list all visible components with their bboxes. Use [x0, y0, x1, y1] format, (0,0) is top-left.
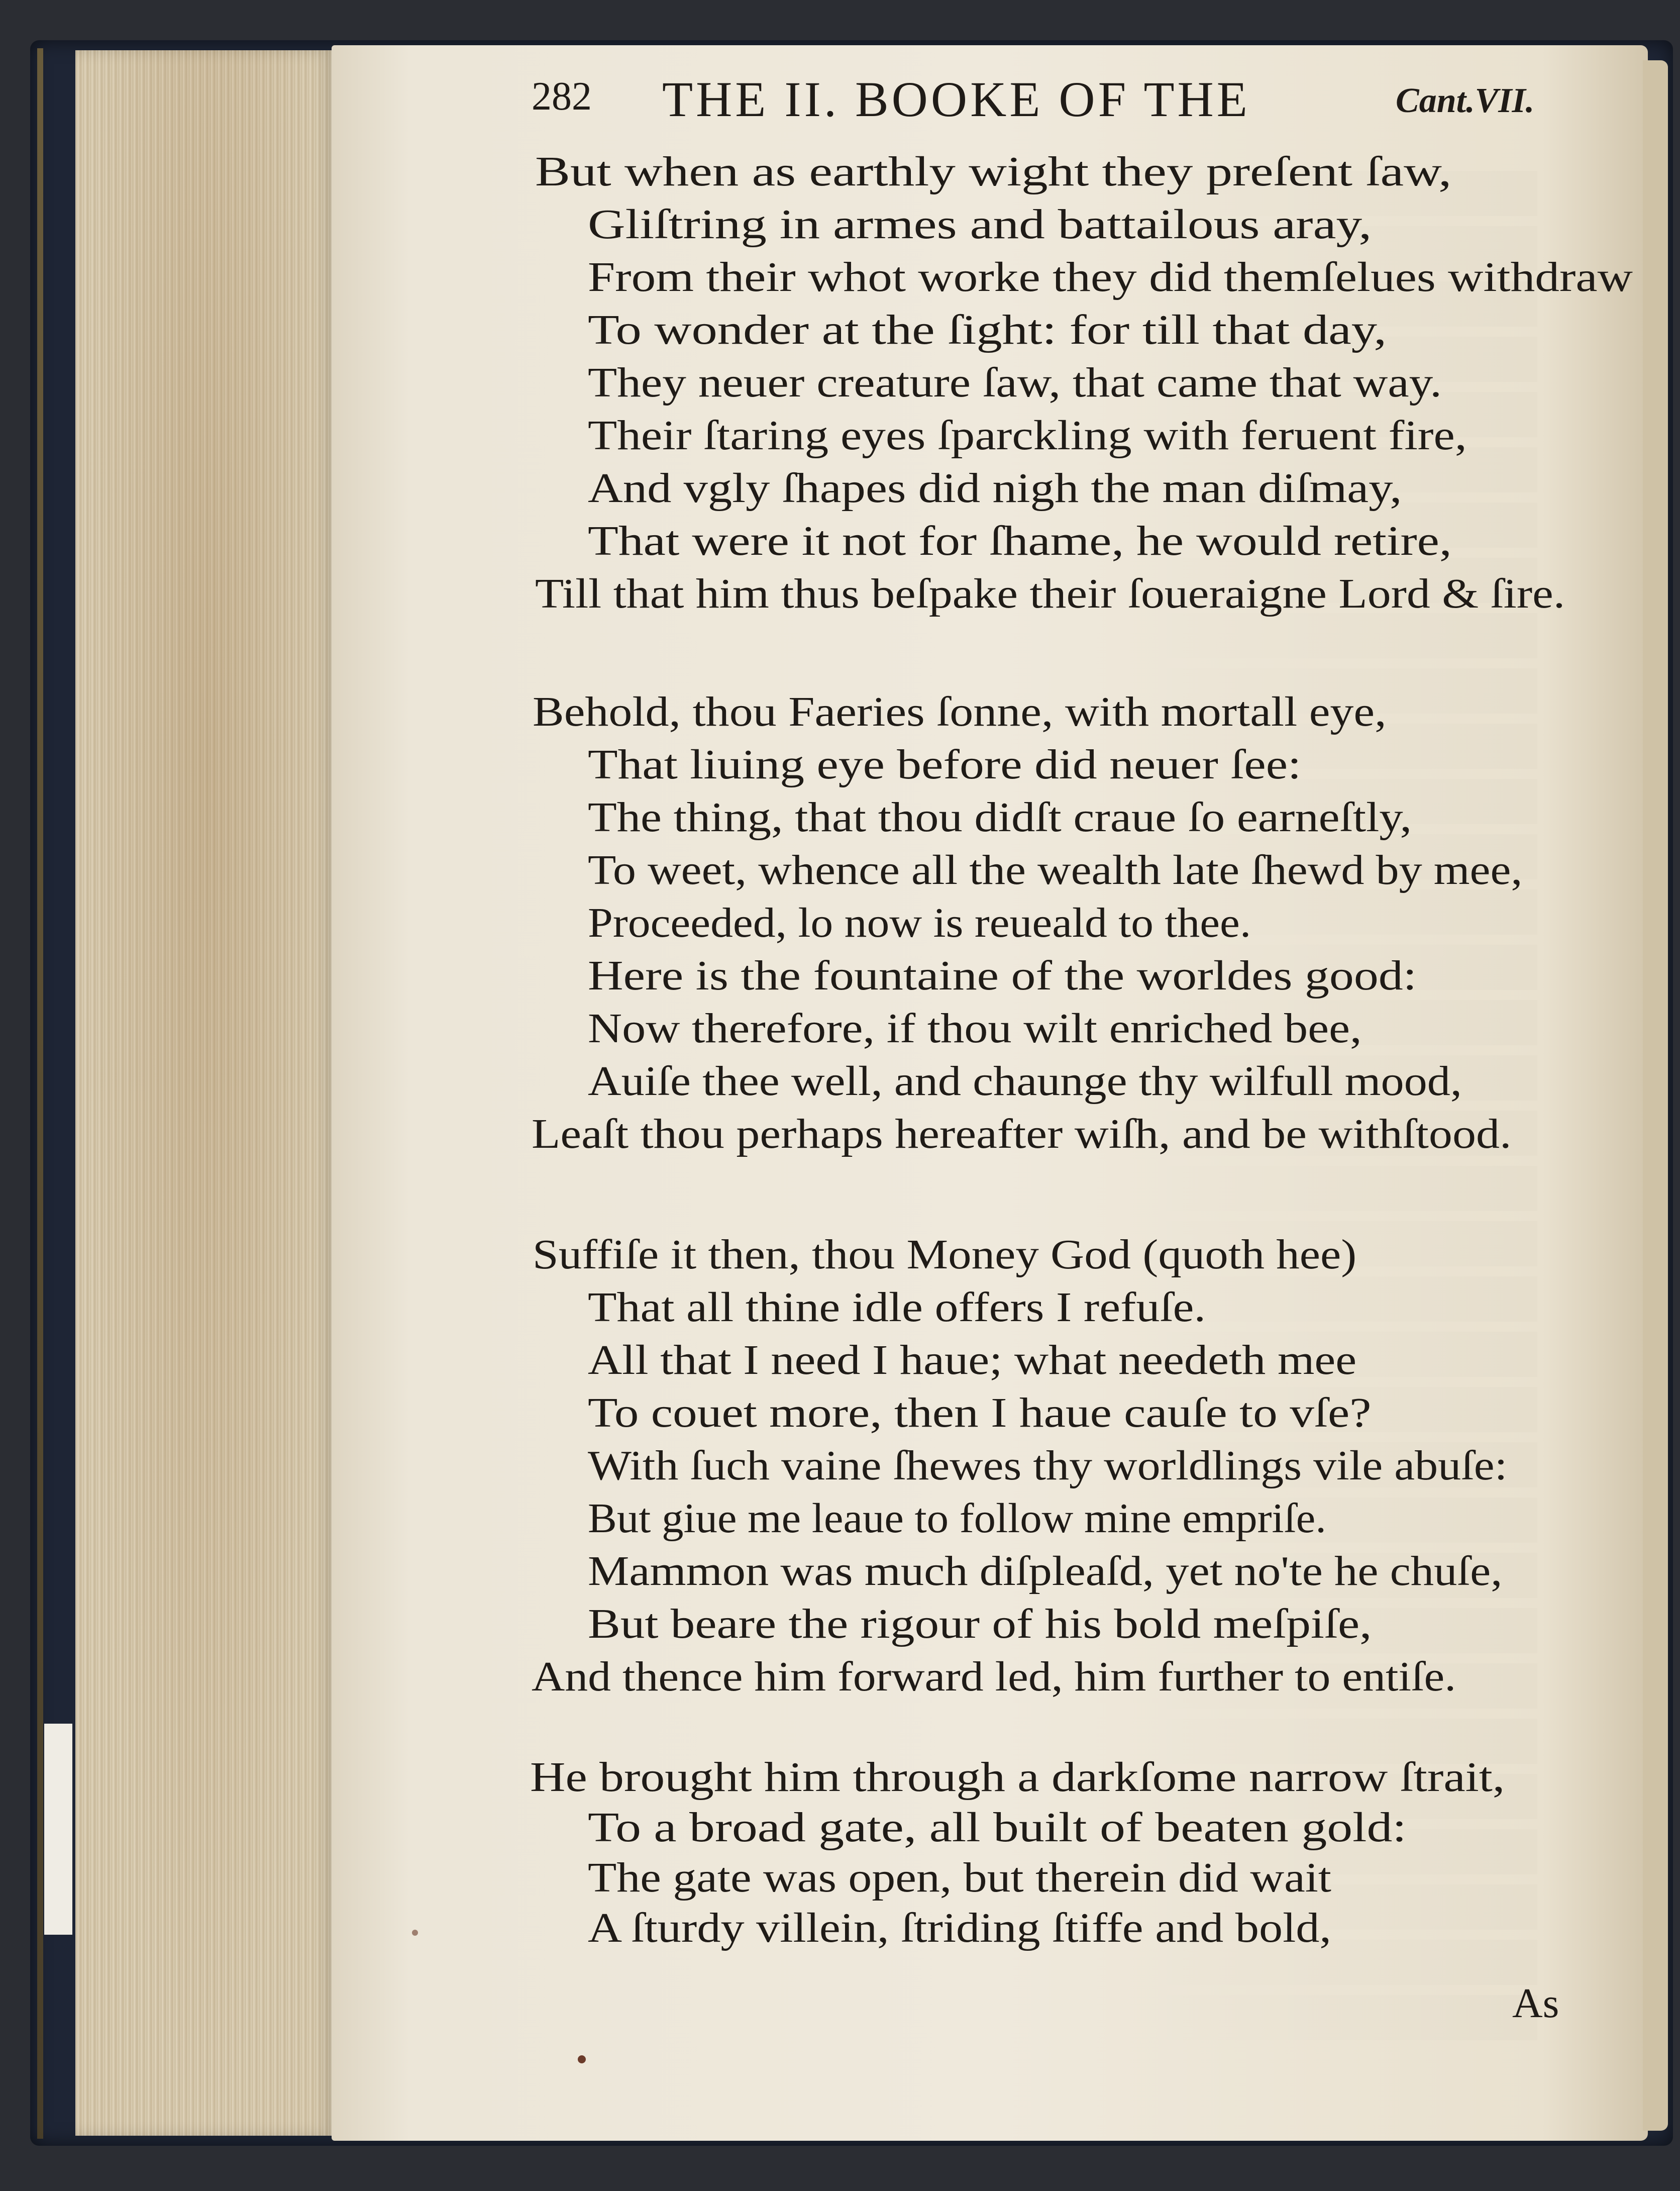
- verse-line: From their whot worke they did themſelues withdraw: [588, 254, 1633, 301]
- page-number: 282: [532, 74, 592, 119]
- verse-line: Proceeded, lo now is reuеald to thee.: [588, 900, 1251, 946]
- verse-line: To couet more, then I haue cauſe to vſe?: [588, 1389, 1372, 1436]
- ink-speck: [412, 1930, 418, 1936]
- verse-line: All that I need I haue; what needeth mee: [588, 1337, 1357, 1383]
- verse-line: Suffiſe it then, thou Money God (quoth hee): [533, 1231, 1357, 1278]
- verse-line: But giue me leaue to follow mine empriſe.: [588, 1495, 1326, 1542]
- verse-line: He brought him through a darkſome narrow ſtrait,: [530, 1754, 1505, 1801]
- verse-line: A ſturdy villein, ſtriding ſtiffe and bold,: [588, 1905, 1331, 1951]
- verse-line: That were it not for ſhame, he would retire,: [588, 518, 1452, 564]
- ink-speck: [578, 2055, 586, 2063]
- verse-line: Their ſtaring eyes ſparckling with feruent fire,: [588, 412, 1467, 459]
- verse-line: Auiſe thee well, and chaunge thy wilfull mood,: [588, 1058, 1462, 1105]
- verse-line: They neuer creature ſaw, that came that way.: [588, 359, 1442, 406]
- catchword: As: [1512, 1980, 1559, 2027]
- verse-line: And thence him forward led, him further to entiſe.: [532, 1653, 1456, 1700]
- verse-line: Now therefore, if thou wilt enriched bee,: [588, 1005, 1362, 1052]
- verse-line: Behold, thou Faeries ſonne, with mortall eye,: [533, 688, 1387, 735]
- verse-line: To wonder at the ſight: for till that day,: [588, 307, 1387, 353]
- verse-line: To a broad gate, all built of beaten gold:: [588, 1804, 1407, 1851]
- verse-line: That all thine idle offers I refuſe.: [588, 1284, 1206, 1331]
- verse-line: With ſuch vaine ſhewes thy worldlings vile abuſe:: [588, 1442, 1508, 1489]
- verse-line: And vgly ſhapes did nigh the man diſmay,: [588, 465, 1402, 512]
- verse-line: Here is the fountaine of the worldes good:: [588, 952, 1417, 999]
- verse-line: Till that him thus beſpake their ſoueraigne Lord & ſire.: [535, 570, 1565, 617]
- verse-line: But when as earthly wight they preſent ſaw,: [535, 148, 1452, 195]
- verse-line: But beare the rigour of his bold meſpiſe,: [588, 1601, 1372, 1647]
- verse-line: Leaſt thou perhaps hereafter wiſh, and be withſtood.: [532, 1111, 1512, 1157]
- canto-number: Cant.VII.: [1396, 81, 1535, 120]
- verse-line: Gliſtring in armes and battailous aray,: [588, 201, 1372, 248]
- verse-line: To weet, whence all the wealth late ſhewd by mee,: [588, 847, 1523, 893]
- verse-line: The thing, that thou didſt craue ſo earneſtly,: [588, 794, 1412, 841]
- running-title: THE II. BOOKE OF THE: [662, 71, 1250, 127]
- verse-line: The gate was open, but therein did wait: [588, 1854, 1331, 1901]
- verse-line: Mammon was much diſpleaſd, yet no'te he chuſe,: [588, 1548, 1503, 1595]
- verse-line: That liuing eye before did neuer ſee:: [588, 741, 1302, 788]
